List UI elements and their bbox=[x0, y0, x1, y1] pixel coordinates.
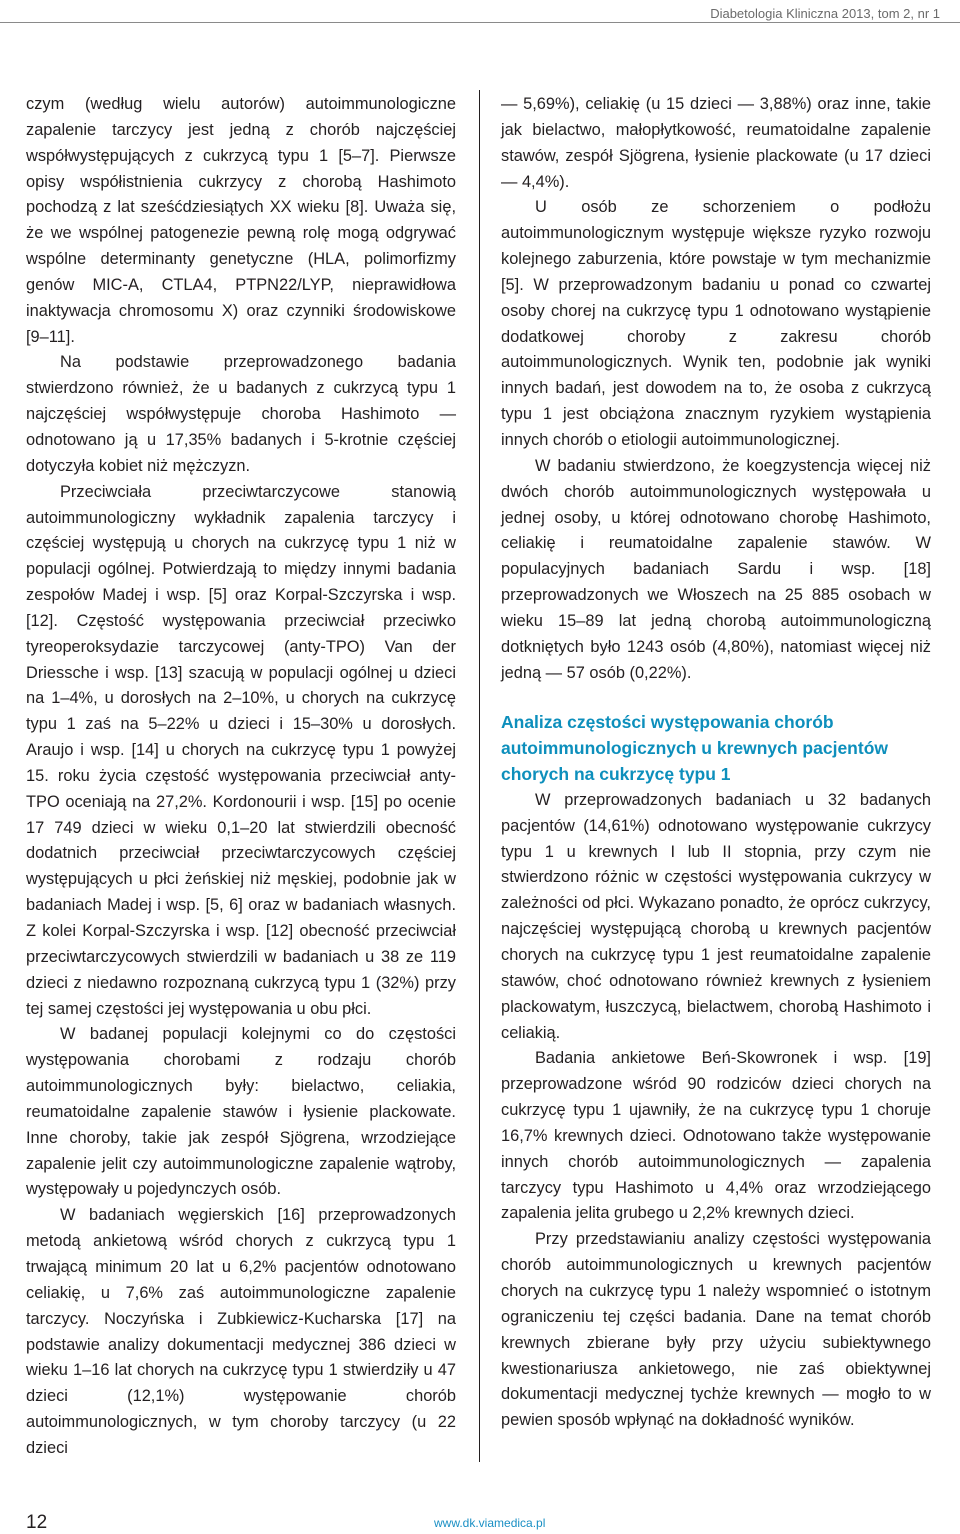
paragraph: W badaniach węgierskich [16] przeprowadzonych metodą ankietową wśród chorych z cukrzycą typu 1 trwającą minimum 20 lat u 6,2% pacjentów odnotowano celiakię, u 7,6% zaś autoimmunologiczne zapalenie tarczycy. Noczyńska i Zubkiewicz-Kucharska [17] na podstawie analizy dokumentacji medycznej 386 dzieci w wieku 1–16 lat chorych na cukrzycę typu 1 stwierdziły u 47 dzieci (12,1%) występowanie chorób autoimmunologicznych, w tym choroby tarczycy (u 22 dzieci bbox=[26, 1206, 456, 1457]
right-column bbox=[501, 92, 931, 1434]
running-header bbox=[0, 0, 960, 23]
journal-title: Diabetologia Kliniczna 2013, tom 2, nr 1 bbox=[710, 6, 940, 21]
paragraph: Przeciwciała przeciwtarczycowe stanowią autoimmunologiczny wykładnik zapalenia tarczycy i częściej występują u chorych na cukrzycę typu 1 niż w populacji ogólnej. Potwierdzają to między innymi badania zespołów Madej i wsp. [5] oraz Korpal-Szczyrska i wsp. [12]. Częstość występowania przeciwciał przeciwko tyreoperoksydazie tarczycowej (anty-TPO) Van der Driessche i wsp. [13] szacują w populacji ogólnej u dzieci na 1–4%, u dorosłych na 2–10%, u chorych na cukrzycę typu 1 zaś na 5–22% u dzieci i 15–30% u dorosłych. Araujo i wsp. [14] u chorych na cukrzycę typu 1 powyżej 15. roku życia częstość występowania przeciwciał anty-TPO oceniają na 27,2%. Kordonourii i wsp. [15] po ocenie 17 749 dzieci w wieku 0,1–20 lat stwierdzili obecność dodatnich przeciwciał przeciwtarczycowych częściej występujących u płci żeńskiej niż męskiej, podobnie jak w badaniach Madej i wsp. [5, 6] oraz w badaniach własnych. Z kolei Korpal-Szczyrska i wsp. [12] obecność przeciwciał przeciwtarczycowych stwierdzili w badaniach u 38 ze 119 dzieci z niedawno rozpoznaną cukrzycą typu 1 (32%) przy tej samej częstości jej występowania u obu płci. bbox=[26, 482, 456, 1018]
paragraph: W badaniu stwierdzono, że koegzystencja więcej niż dwóch chorób autoimmunologicznych występowała u jednej osoby, u której odnotowano chorobę Hashimoto, celiakię i reumatoidalne zapalenie stawów. W populacyjnych badaniach Sardu i wsp. [18] przeprowadzonych we Włoszech na 25 885 osobach w wieku 15–89 lat jedną chorobą autoimmunologiczną dotkniętych było 1243 osób (4,80%), natomiast więcej niż jedną — 57 osób (0,22%). bbox=[501, 456, 931, 682]
column-divider bbox=[479, 90, 480, 1462]
paragraph: W przeprowadzonych badaniach u 32 badanych pacjentów (14,61%) odnotowano występowanie cukrzycy typu 1 u krewnych I lub II stopnia, przy czym nie stwierdzono różnic w częstości występowania cukrzycy w zależności od płci. Wykazano ponadto, że oprócz cukrzycy, najczęściej występującą chorobą u krewnych pacjentów chorych na cukrzycę typu 1 jest reumatoidalne zapalenie stawów, choć odnotowano również krewnych z łysieniem plackowatym, łuszczycą, bielactwem, chorobą Hashimoto i celiakią. bbox=[501, 790, 931, 1042]
paragraph: Badania ankietowe Beń-Skowronek i wsp. [19] przeprowadzone wśród 90 rodziców dzieci chorych na cukrzycę typu 1 ujawniły, że na cukrzycę typu 1 choruje 16,7% krewnych dzieci. Odnotowano także występowanie innych chorób autoimmunologicznych — zapalenia tarczycy typu Hashimoto u 4,4% oraz wrzodziejącego zapalenia jelita grubego u 2,2% krewnych dzieci. bbox=[501, 1049, 931, 1223]
section-heading: Analiza częstości występowania chorób autoimmunologicznych u krewnych pacjentów chorych na cukrzycę typu 1 bbox=[501, 712, 888, 785]
paragraph: czym (według wielu autorów) autoimmunologiczne zapalenie tarczycy jest jedną z chorób najczęściej współwystępujących z cukrzycą typu 1 [5–7]. Pierwsze opisy współistnienia cukrzycy z chorobą Hashimoto pochodzą z lat sześćdziesiątych XX wieku [8]. Uważa się, że we wspólnej patogenezie pewną rolę mogą odgrywać wspólne determinanty genetyczne (HLA, polimorfizmy genów MIC-A, CTLA4, PTPN22/LYP, nieprawidłowa inaktywacja chromosomu X) oraz czynniki środowiskowe [9–11]. bbox=[26, 95, 456, 346]
left-column bbox=[26, 92, 456, 1462]
paragraph: Przy przedstawianiu analizy częstości występowania chorób autoimmunologicznych u krewnych pacjentów chorych na cukrzycę typu 1 należy wspomnieć o istotnym ograniczeniu tej części badania. Dane na temat chorób krewnych zbierane były przy użyciu subiektywnego kwestionariusza ankietowego, nie zaś obiektywnej dokumentacji medycznej tychże krewnych — mogło to w pewien sposób wpłynąć na dokładność wyników. bbox=[501, 1230, 931, 1430]
page-number: 12 bbox=[26, 1512, 48, 1533]
paragraph: U osób ze schorzeniem o podłożu autoimmunologicznym występuje większe ryzyko rozwoju kolejnego zaburzenia, które powstaje w tym mechanizmie [5]. W przeprowadzonym badaniu u ponad co czwartej osoby chorej na cukrzycę typu 1 odnotowano wystąpienie dodatkowej choroby z zakresu chorób autoimmunologicznych. Wynik ten, podobnie jak wyniki innych badań, jest dowodem na to, że osoba z cukrzycą typu 1 jest obciążona znacznym ryzykiem wystąpienia innych chorób o etiologii autoimmunologicznej. bbox=[501, 198, 931, 449]
paragraph: — 5,69%), celiakię (u 15 dzieci — 3,88%) oraz inne, takie jak bielactwo, małopłytkowość, reumatoidalne zapalenie stawów, zespół Sjögrena, łysienie plackowate (u 17 dzieci — 4,4%). bbox=[501, 95, 931, 191]
paragraph: Na podstawie przeprowadzonego badania stwierdzono również, że u badanych z cukrzycą typu 1 najczęściej współwystępuje choroba Hashimoto — odnotowano ją u 17,35% badanych i 5-krotnie częściej dotyczyła kobiet niż mężczyzn. bbox=[26, 353, 456, 475]
paragraph: W badanej populacji kolejnymi co do częstości występowania chorobami z rodzaju chorób autoimmunologicznych były: bielactwo, celiakia, reumatoidalne zapalenie stawów i łysienie plackowate. Inne choroby, takie jak zespół Sjögrena, wrzodziejące zapalenie jelit czy autoimmunologiczne zapalenie wątroby, występowały u pojedynczych osób. bbox=[26, 1025, 456, 1199]
footer-url[interactable]: www.dk.viamedica.pl bbox=[434, 1516, 546, 1530]
